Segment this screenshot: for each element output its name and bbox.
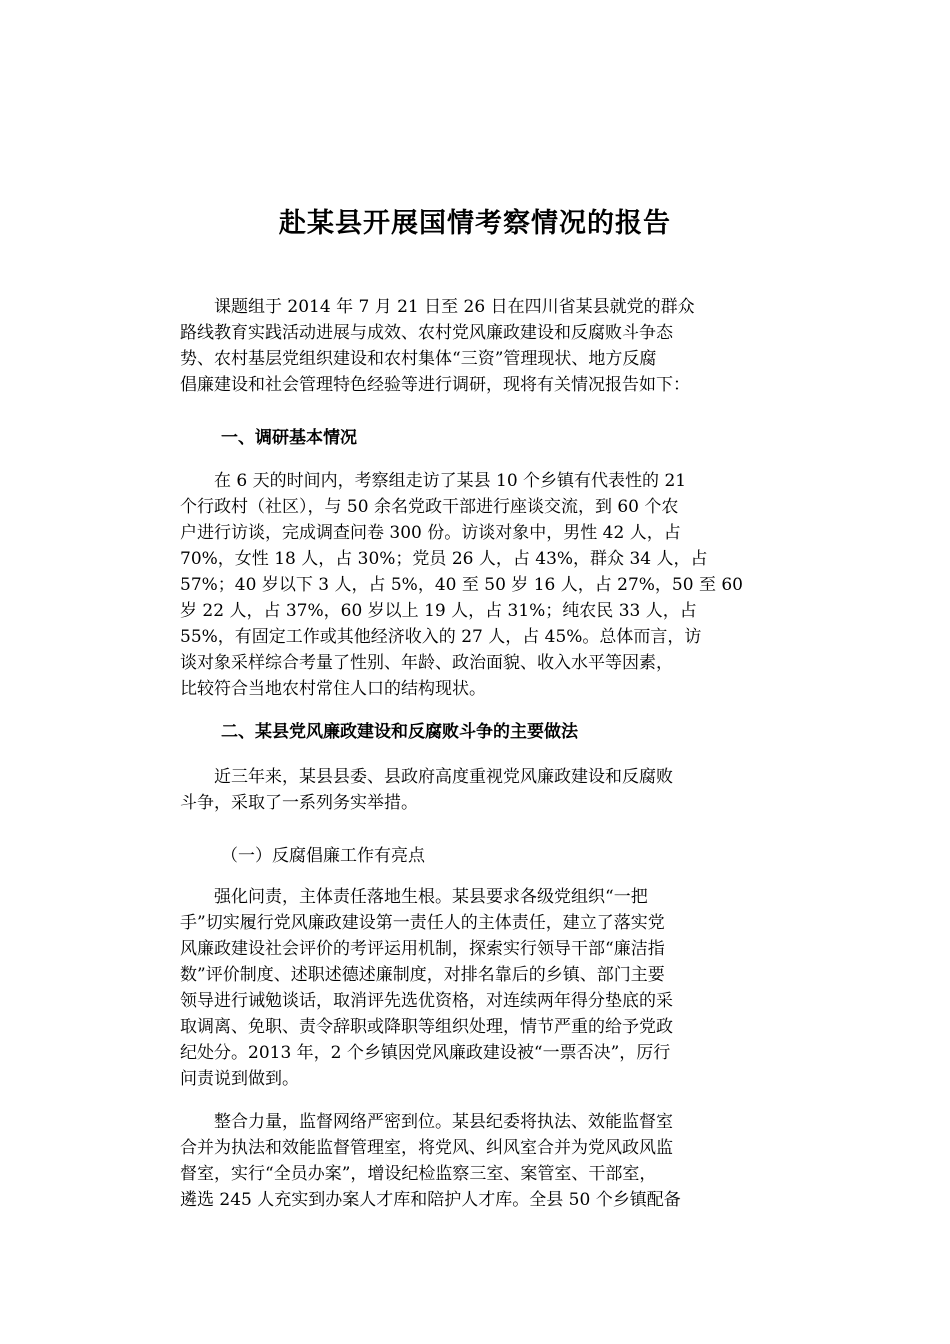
text-line: 57%；40 岁以下 3 人，占 5%，40 至 50 岁 16 人，占 27%，50 至 60 — [180, 575, 743, 595]
text-line: 斗争，采取了一系列务实举措。 — [180, 793, 418, 813]
text-line: 纪处分。2013 年，2 个乡镇因党风廉政建设被“一票否决”，厉行 — [180, 1043, 671, 1063]
text-line: 强化问责，主体责任落地生根。某县要求各级党组织“一把 — [180, 887, 648, 907]
subsection-heading-1: （一）反腐倡廉工作有亮点 — [221, 846, 425, 866]
section2-paragraph — [180, 764, 780, 816]
section-heading-1: 一、调研基本情况 — [221, 428, 357, 448]
text-line: 倡廉建设和社会管理特色经验等进行调研，现将有关情况报告如下： — [180, 375, 690, 395]
text-line: 势、农村基层党组织建设和农村集体“三资”管理现状、地方反腐 — [180, 349, 657, 369]
text-line: 岁 22 人，占 37%，60 岁以上 19 人，占 31%；纯农民 33 人，占 — [180, 601, 697, 621]
text-line: 整合力量，监督网络严密到位。某县纪委将执法、效能监督室 — [180, 1112, 673, 1132]
document-title: 赴某县开展国情考察情况的报告 — [279, 208, 671, 239]
text-line: 路线教育实践活动进展与成效、农村党风廉政建设和反腐败斗争态 — [180, 323, 673, 343]
text-line: 问责说到做到。 — [180, 1069, 299, 1089]
section-heading-2: 二、某县党风廉政建设和反腐败斗争的主要做法 — [221, 722, 578, 742]
intro-paragraph — [180, 294, 780, 398]
text-line: 领导进行诫勉谈话，取消评先选优资格，对连续两年得分垫底的采 — [180, 991, 673, 1011]
text-line: 手”切实履行党风廉政建设第一责任人的主体责任，建立了落实党 — [180, 913, 665, 933]
text-line: 比较符合当地农村常住人口的结构现状。 — [180, 679, 486, 699]
text-line: 督室，实行“全员办案”，增设纪检监察三室、案管室、干部室， — [180, 1164, 657, 1184]
subsection1-paragraph-1 — [180, 884, 780, 1092]
text-line: 个行政村（社区），与 50 余名党政干部进行座谈交流，到 60 个农 — [180, 497, 679, 517]
section1-paragraph — [180, 468, 780, 702]
text-line: 户进行访谈，完成调查问卷 300 份。访谈对象中，男性 42 人，占 — [180, 523, 681, 543]
text-line: 课题组于 2014 年 7 月 21 日至 26 日在四川省某县就党的群众 — [180, 297, 695, 317]
text-line: 取调离、免职、责令辞职或降职等组织处理，情节严重的给予党政 — [180, 1017, 673, 1037]
text-line: 55%，有固定工作或其他经济收入的 27 人，占 45%。总体而言，访 — [180, 627, 702, 647]
text-line: 谈对象采样综合考量了性别、年龄、政治面貌、收入水平等因素， — [180, 653, 673, 673]
text-line: 风廉政建设社会评价的考评运用机制，探索实行领导干部“廉洁指 — [180, 939, 665, 959]
subsection1-paragraph-2 — [180, 1109, 780, 1213]
text-line: 遴选 245 人充实到办案人才库和陪护人才库。全县 50 个乡镇配备 — [180, 1190, 681, 1210]
text-line: 数”评价制度、述职述德述廉制度，对排名靠后的乡镇、部门主要 — [180, 965, 665, 985]
text-line: 在 6 天的时间内，考察组走访了某县 10 个乡镇有代表性的 21 — [180, 471, 687, 491]
text-line: 70%，女性 18 人，占 30%；党员 26 人，占 43%，群众 34 人，占 — [180, 549, 708, 569]
text-line: 合并为执法和效能监督管理室，将党风、纠风室合并为党风政风监 — [180, 1138, 673, 1158]
text-line: 近三年来，某县县委、县政府高度重视党风廉政建设和反腐败 — [180, 767, 673, 787]
